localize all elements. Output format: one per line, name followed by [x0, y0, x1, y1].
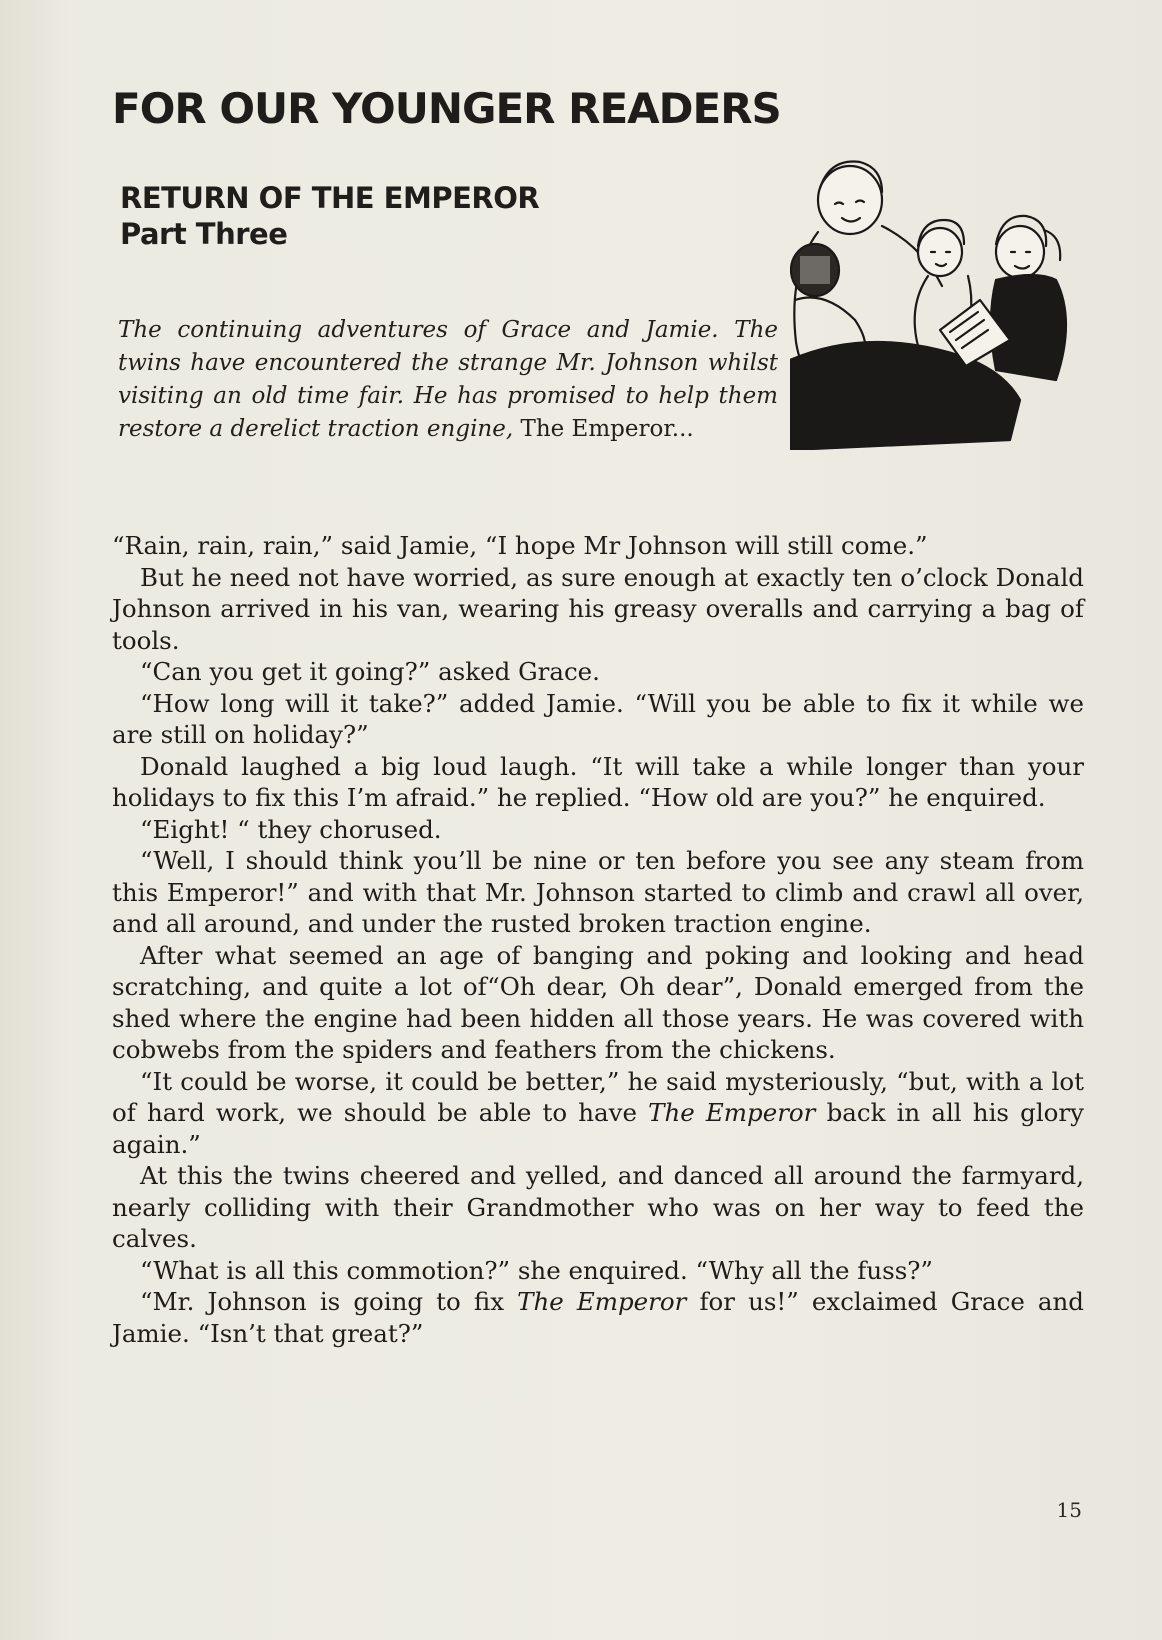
body-paragraph-3: “Can you get it going?” asked Grace.	[140, 657, 600, 686]
p9-italic-title: The Emperor	[648, 1098, 816, 1127]
body-paragraph-6: “Eight! “ they chorused.	[140, 814, 442, 844]
body-paragraph-12	[112, 1286, 1084, 1349]
body-paragraph-8: After what seemed an age of banging and poking and looking and head scratching, and quite a lot of“Oh dear, Oh dear”, Donald emerged from the shed where the engine had been hidden all those years. He was covered with cobwebs from the spiders and feathers from the chickens.	[112, 940, 1084, 1064]
story-part: Part Three	[120, 217, 288, 251]
story-body	[112, 530, 1084, 1349]
p12-text-before: “Mr. Johnson is going to fix	[140, 1287, 518, 1316]
body-paragraph-11: “What is all this commotion?” she enquired. “Why all the fuss?”	[140, 1255, 933, 1285]
intro-paragraph	[118, 314, 778, 446]
p12-italic-title: The Emperor	[517, 1287, 687, 1316]
grandmother-and-twins-drawing-icon	[790, 160, 1090, 450]
story-title	[120, 180, 539, 252]
p12-text-after: for us!” exclaimed Grace and Jamie. “Isn’t that great?”	[112, 1287, 1084, 1348]
body-paragraph-10: At this the twins cheered and yelled, and danced all around the farmyard, nearly colliding with their Grandmother who was on her way to feed the calves.	[112, 1161, 1084, 1253]
body-paragraph-9	[112, 1066, 1084, 1161]
intro-italic-text: The continuing adventures of Grace and Jamie. The twins have encountered the strange Mr. Johnson whilst visiting an old time fair. He has promised to help them restore a derelict traction engine,	[118, 317, 778, 442]
intro-roman-text: The Emperor...	[513, 416, 694, 442]
body-paragraph-1: “Rain, rain, rain,” said Jamie, “I hope Mr Johnson will still come.”	[112, 531, 928, 560]
body-paragraph-2: But he need not have worried, as sure enough at exactly ten o’clock Donald Johnson arrived in his van, wearing his greasy overalls and carrying a bag of tools.	[112, 562, 1084, 655]
body-paragraph-7: “Well, I should think you’ll be nine or ten before you see any steam from this Emperor!” and with that Mr. Johnson started to climb and crawl all over, and all around, and under the rusted broken traction engine.	[112, 846, 1084, 938]
section-title: FOR OUR YOUNGER READERS	[112, 84, 781, 133]
story-title-main: RETURN OF THE EMPEROR	[120, 181, 540, 215]
page-number: 15	[1056, 1498, 1082, 1522]
body-paragraph-4: “How long will it take?” added Jamie. “Will you be able to fix it while we are still on holiday?”	[112, 688, 1084, 749]
p9-text-before: “It could be worse, it could be better,” he said mysteriously, “but, with a lot of hard work, we should be able to have	[112, 1066, 1084, 1127]
body-paragraph-5: Donald laughed a big loud laugh. “It will take a while longer than your holidays to fix this I’m afraid.” he replied. “How old are you?” he enquired.	[112, 751, 1084, 812]
p9-text-after: back in all his glory again.”	[112, 1098, 1084, 1159]
